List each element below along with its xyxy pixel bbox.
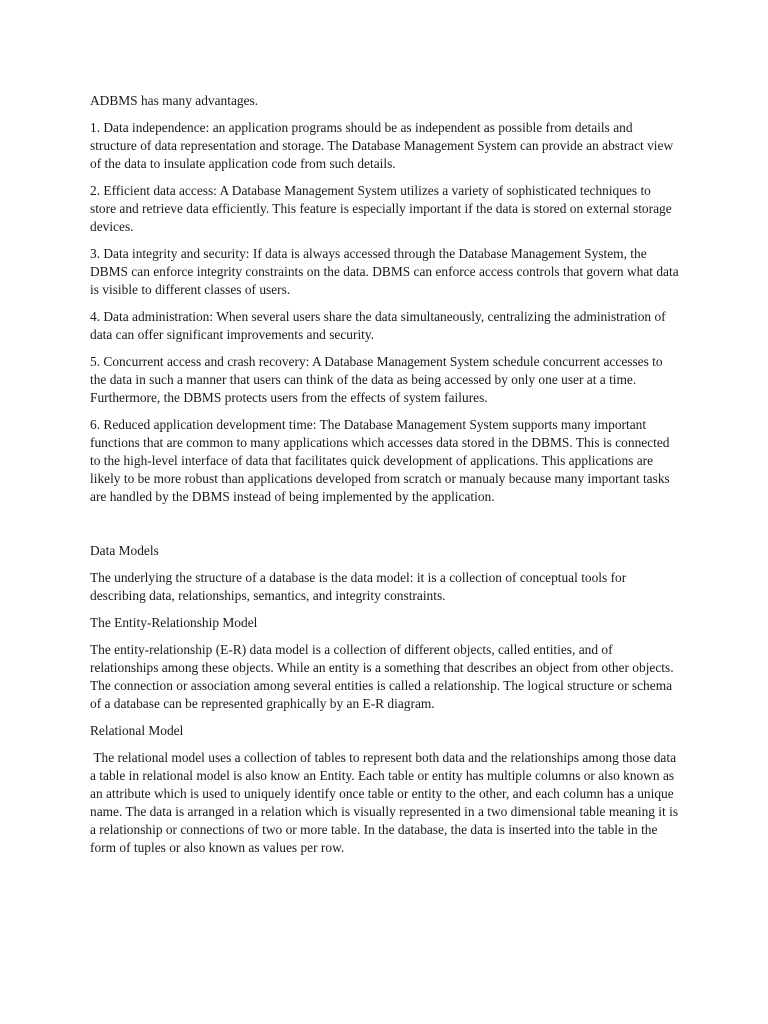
er-model-heading: The Entity-Relationship Model [90,615,258,630]
data-models-paragraph: The underlying the structure of a database is the data model: it is a collection of conceptual tools for describing data, relationships, semantics, and integrity constraints. [90,570,627,603]
advantage-item: 2. Efficient data access: A Database Management System utilizes a variety of sophisticated techniques to store and retrieve data efficiently. This feature is especially important if the data is stored on external storage devices. [90,183,672,234]
advantage-item: 4. Data administration: When several users share the data simultaneously, centralizing the administration of data can offer significant improvements and security. [90,309,666,342]
relational-model-heading: Relational Model [90,723,184,738]
advantage-item: 3. Data integrity and security: If data is always accessed through the Database Management System, the DBMS can enforce integrity constraints on the data. DBMS can enforce access controls that govern what data is visible to different classes of users. [90,246,679,297]
advantage-item: 6. Reduced application development time: The Database Management System supports many important functions that are common to many applications which accesses data stored in the DBMS. This is connected to the high-level interface of data that facilitates quick development of applications. This applications are likely to be more robust than applications developed from scratch or manualy because many important tasks are handled by the DBMS instead of being implemented by the application. [90,417,670,504]
er-model-paragraph: The entity-relationship (E-R) data model is a collection of different objects, called entities, and of relationships among these objects. While an entity is a something that describes an object from other objects. The connection or association among several entities is called a relationship. The logical structure or schema of a database can be represented graphically by an E-R diagram. [90,642,674,711]
data-models-heading: Data Models [90,543,159,558]
section-spacer [90,515,680,542]
document-page [90,92,680,866]
advantage-item: 1. Data independence: an application programs should be as independent as possible from details and structure of data representation and storage. The Database Management System can provide an abstract view of the data to insulate application code from such details. [90,120,674,171]
relational-model-paragraph: The relational model uses a collection of tables to represent both data and the relationships among those data a table in relational model is also know an Entity. Each table or entity has multiple columns or also known as an attribute which is used to uniquely identify once table or entity to the other, and each column has a unique name. The data is arranged in a relation which is visually represented in a two dimensional table meaning it is a relationship or connections of two or more table. In the database, the data is inserted into the table in the form of tuples or also known as values per row. [90,750,682,855]
intro-paragraph: ADBMS has many advantages. [90,93,259,108]
advantage-item: 5. Concurrent access and crash recovery: A Database Management System schedule concurrent accesses to the data in such a manner that users can think of the data as being accessed by only one user at a time. Furthermore, the DBMS protects users from the effects of system failures. [90,354,663,405]
